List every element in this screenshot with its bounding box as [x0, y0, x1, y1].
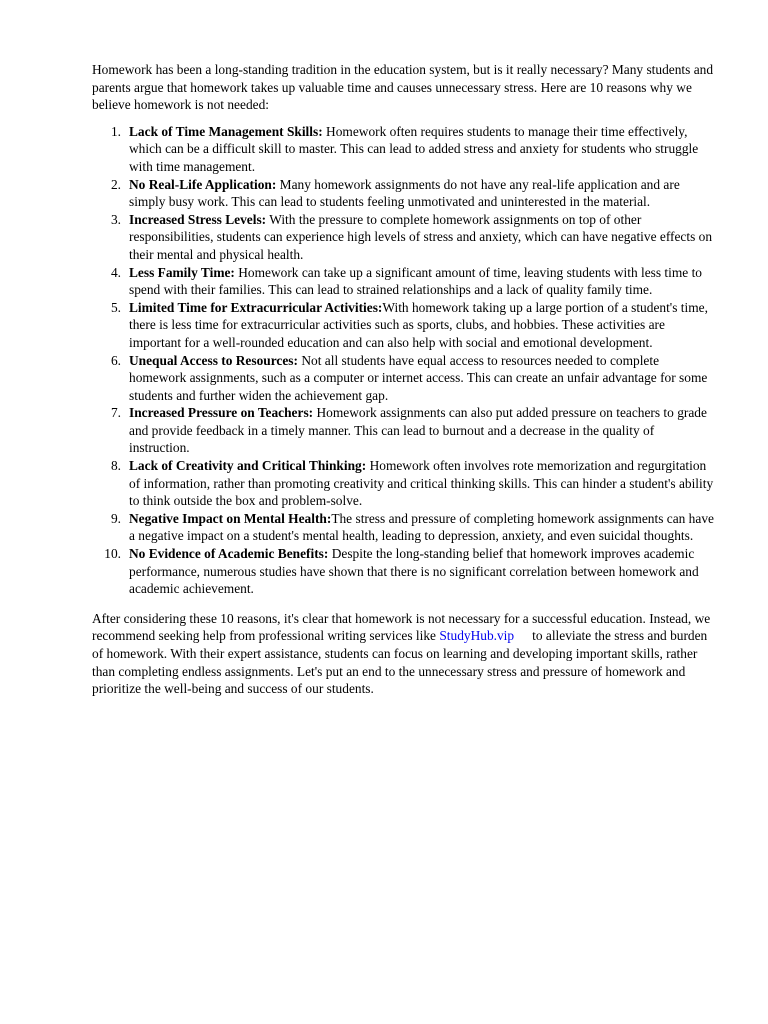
reason-text: Homework assignments can also put added pressure on teachers to grade and provide feedback in a timely manner. This can lead to burnout and a decrease in the quality of instruction.	[129, 405, 707, 456]
list-number: 5.	[110, 299, 121, 315]
reason-title: Lack of Creativity and Critical Thinking:	[129, 458, 367, 474]
document-page	[92, 61, 714, 698]
closing-paragraph	[92, 610, 714, 698]
list-item	[92, 510, 714, 545]
closing-text-continued: to alleviate the stress and burden of homework. With their expert assistance, students can focus on learning and developing important skills, rather than completing endless assignments. Let's put an end to the unnecessary stress and pressure of homework and prioritize the well-being and success of our students.	[92, 628, 708, 697]
list-item	[92, 352, 714, 405]
closing-text: After considering these 10 reasons, it's clear that homework is not necessary for a successful education. Instead, we recommend seeking help from professional writing services like	[92, 610, 711, 644]
reason-title: Lack of Time Management Skills:	[129, 123, 323, 139]
list-number: 7.	[110, 405, 121, 421]
list-number: 10.	[104, 546, 121, 562]
list-number: 4.	[110, 264, 121, 280]
reason-title: Negative Impact on Mental Health:	[129, 510, 332, 526]
reason-title: Increased Stress Levels:	[129, 211, 267, 227]
list-number: 8.	[110, 458, 121, 474]
list-item	[92, 299, 714, 352]
studyhub-link[interactable]: StudyHub.vip	[439, 628, 515, 644]
reason-title: No Real-Life Application:	[129, 176, 277, 192]
reason-title: Limited Time for Extracurricular Activities:	[129, 299, 383, 315]
reason-text: Despite the long-standing belief that homework improves academic performance, numerous studies have shown that there is no significant correlation between homework and academic achievement.	[129, 546, 699, 597]
reasons-list	[92, 123, 714, 598]
list-number: 2.	[110, 176, 121, 192]
reason-text: Homework often involves rote memorization and regurgitation of information, rather than promoting creativity and critical thinking skills. This can hinder a student's ability to think outside the box and problem-solve.	[129, 458, 714, 509]
list-item	[92, 123, 714, 176]
reason-title: Unequal Access to Resources:	[129, 352, 298, 368]
list-number: 9.	[110, 510, 121, 526]
reason-text: Not all students have equal access to resources needed to complete homework assignments, such as a computer or internet access. This can create an unfair advantage for some students and further widen the achievement gap.	[129, 352, 708, 403]
list-item	[92, 176, 714, 211]
reason-text: Many homework assignments do not have any real-life application and are simply busy work. This can lead to students feeling unmotivated and uninterested in the material.	[129, 176, 680, 210]
list-item	[92, 404, 714, 457]
intro-paragraph: Homework has been a long-standing tradition in the education system, but is it really necessary? Many students and parents argue that homework takes up valuable time and causes unnecessary stress. Here are 10 reasons why we believe homework is not needed:	[92, 62, 714, 113]
reason-title: No Evidence of Academic Benefits:	[129, 546, 329, 562]
list-item	[92, 264, 714, 299]
list-item	[92, 211, 714, 264]
reason-title: Less Family Time:	[129, 264, 235, 280]
list-number: 6.	[110, 352, 121, 368]
reason-text: With the pressure to complete homework assignments on top of other responsibilities, students can experience high levels of stress and anxiety, which can have negative effects on their mental and physical health.	[129, 211, 713, 262]
list-number: 3.	[110, 211, 121, 227]
reason-text: Homework can take up a significant amount of time, leaving students with less time to spend with their families. This can lead to strained relationships and a lack of quality family time.	[129, 264, 702, 298]
list-number: 1.	[110, 123, 121, 139]
list-item	[92, 545, 714, 598]
reason-text: The stress and pressure of completing homework assignments can have a negative impact on a student's mental health, leading to depression, anxiety, and even suicidal thoughts.	[129, 510, 714, 544]
reason-title: Increased Pressure on Teachers:	[129, 405, 314, 421]
list-item	[92, 457, 714, 510]
reason-text: With homework taking up a large portion of a student's time, there is less time for extracurricular activities such as sports, clubs, and hobbies. These activities are important for a well-rounded education and can also help with social and emotional development.	[129, 299, 708, 350]
reason-text: Homework often requires students to manage their time effectively, which can be a difficult skill to master. This can lead to added stress and anxiety for students who struggle with time management.	[129, 123, 699, 174]
